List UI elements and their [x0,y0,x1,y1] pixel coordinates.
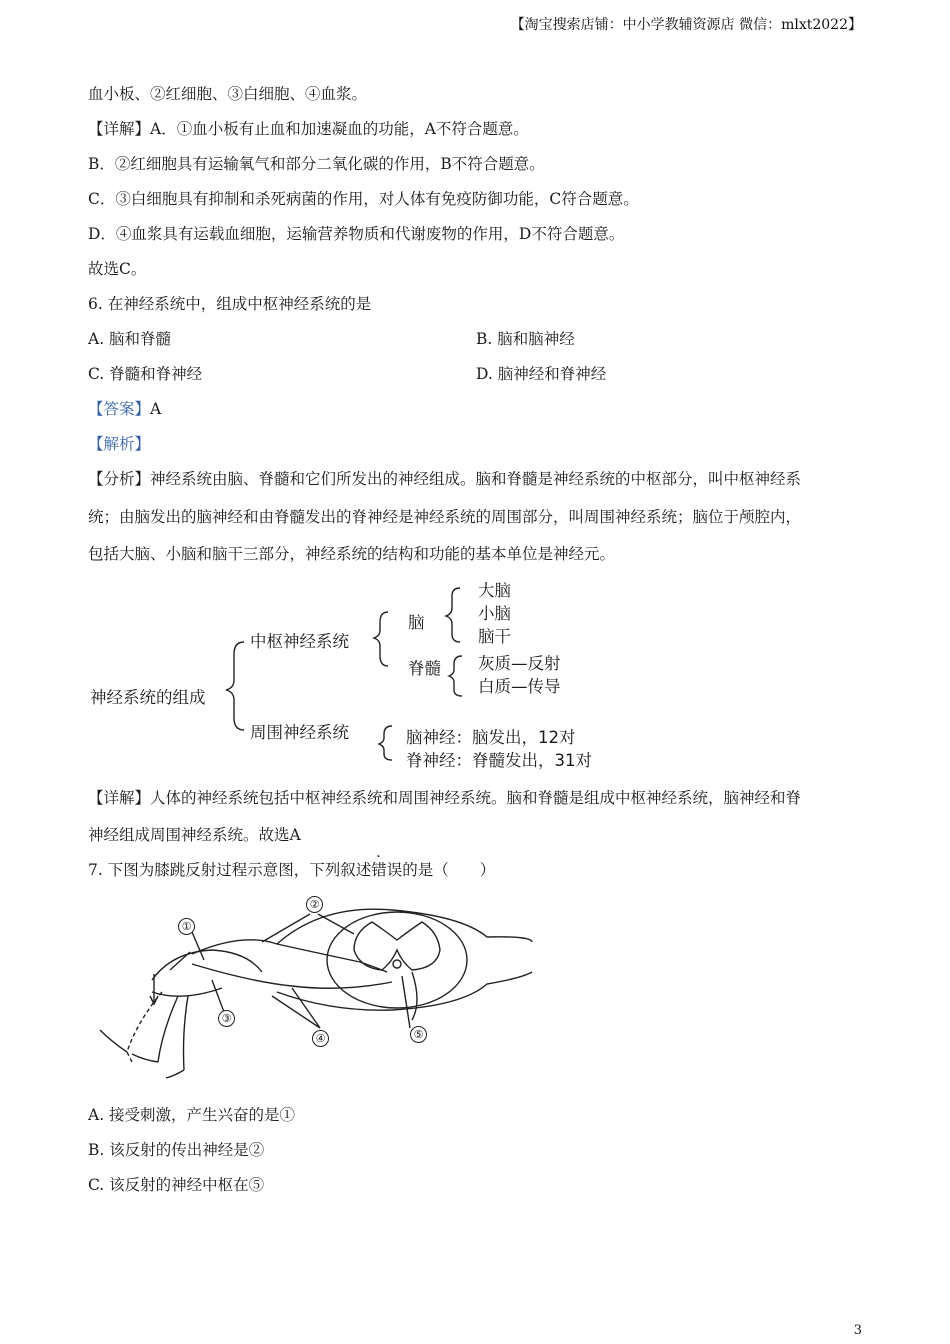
q7-option-b: B. 该反射的传出神经是② [88,1141,265,1159]
q6-option-c: C. 脊髓和脊神经 [88,365,203,383]
diagram-central: 中枢神经系统 [250,632,349,651]
q6-answer [88,397,161,419]
reflex-drawing [92,892,537,1087]
emphasis-wrong: 错误 [371,861,403,879]
diagram-cerebrum: 大脑 [478,581,511,600]
q6-stem: 6. 在神经系统中，组成中枢神经系统的是 [88,295,372,313]
q7-option-a: A. 接受刺激，产生兴奋的是① [88,1106,296,1124]
answer-value: A [150,400,162,418]
label-1: ① [178,918,195,935]
detail-text: 【详解】人体的神经系统包括中枢神经系统和周围神经系统。脑和脊髓是组成中枢神经系统，脑神经和脊 [88,789,802,807]
analysis-label: 【解析】 [88,435,151,453]
analysis-text: 统；由脑发出的脑神经和由脊髓发出的脊神经是神经系统的周围部分，叫周围神经系统；脑位于颅腔内， [88,508,802,526]
text-line: D．④血浆具有运载血细胞，运输营养物质和代谢废物的作用，D不符合题意。 [88,225,625,243]
diagram-brainstem: 脑干 [478,627,511,646]
diagram-white-matter: 白质—传导 [478,677,561,696]
label-3: ③ [218,1010,235,1027]
diagram-gray-matter: 灰质—反射 [478,654,561,673]
analysis-text: 包括大脑、小脑和脑干三部分，神经系统的结构和功能的基本单位是神经元。 [88,545,616,563]
label-2: ② [306,896,323,913]
analysis-text: 【分析】神经系统由脑、脊髓和它们所发出的神经组成。脑和脊髓是神经系统的中枢部分，叫中枢神经系 [88,470,802,488]
knee-jerk-reflex-figure [92,892,537,1087]
text-line: 【详解】A．①血小板有止血和加速凝血的功能，A不符合题意。 [88,120,529,138]
page-header: 【淘宝搜索店铺：中小学教辅资源店 微信：mlxt2022】 [510,17,862,33]
q6-option-b: B. 脑和脑神经 [476,330,575,348]
diagram-peripheral: 周围神经系统 [250,723,349,742]
diagram-root: 神经系统的组成 [90,688,206,707]
diagram-spinal-cord: 脊髓 [408,659,441,678]
q7-stem: 7. 下图为膝跳反射过程示意图，下列叙述错误的是（ ） [88,861,496,879]
q7-option-c: C. 该反射的神经中枢在⑤ [88,1176,265,1194]
page-number: 3 [853,1323,862,1338]
text-line: B．②红细胞具有运输氧气和部分二氧化碳的作用，B不符合题意。 [88,155,545,173]
nervous-system-diagram [86,572,626,772]
label-5: ⑤ [410,1026,427,1043]
diagram-brain: 脑 [408,613,425,632]
diagram-cranial-nerves: 脑神经：脑发出，12对 [406,728,576,747]
q6-option-d: D. 脑神经和脊神经 [476,365,607,383]
text-line: 血小板、②红细胞、③白细胞、④血浆。 [88,85,368,103]
q6-option-a: A. 脑和脊髓 [88,330,172,348]
answer-label: 【答案】 [88,400,151,418]
diagram-spinal-nerves: 脊神经：脊髓发出，31对 [406,751,592,770]
diagram-cerebellum: 小脑 [478,604,511,623]
text-line: 故选C。 [88,260,147,278]
detail-text: 神经组成周围神经系统。故选A [88,826,301,844]
text-line: C．③白细胞具有抑制和杀死病菌的作用，对人体有免疫防御功能，C符合题意。 [88,190,639,208]
label-4: ④ [312,1030,329,1047]
